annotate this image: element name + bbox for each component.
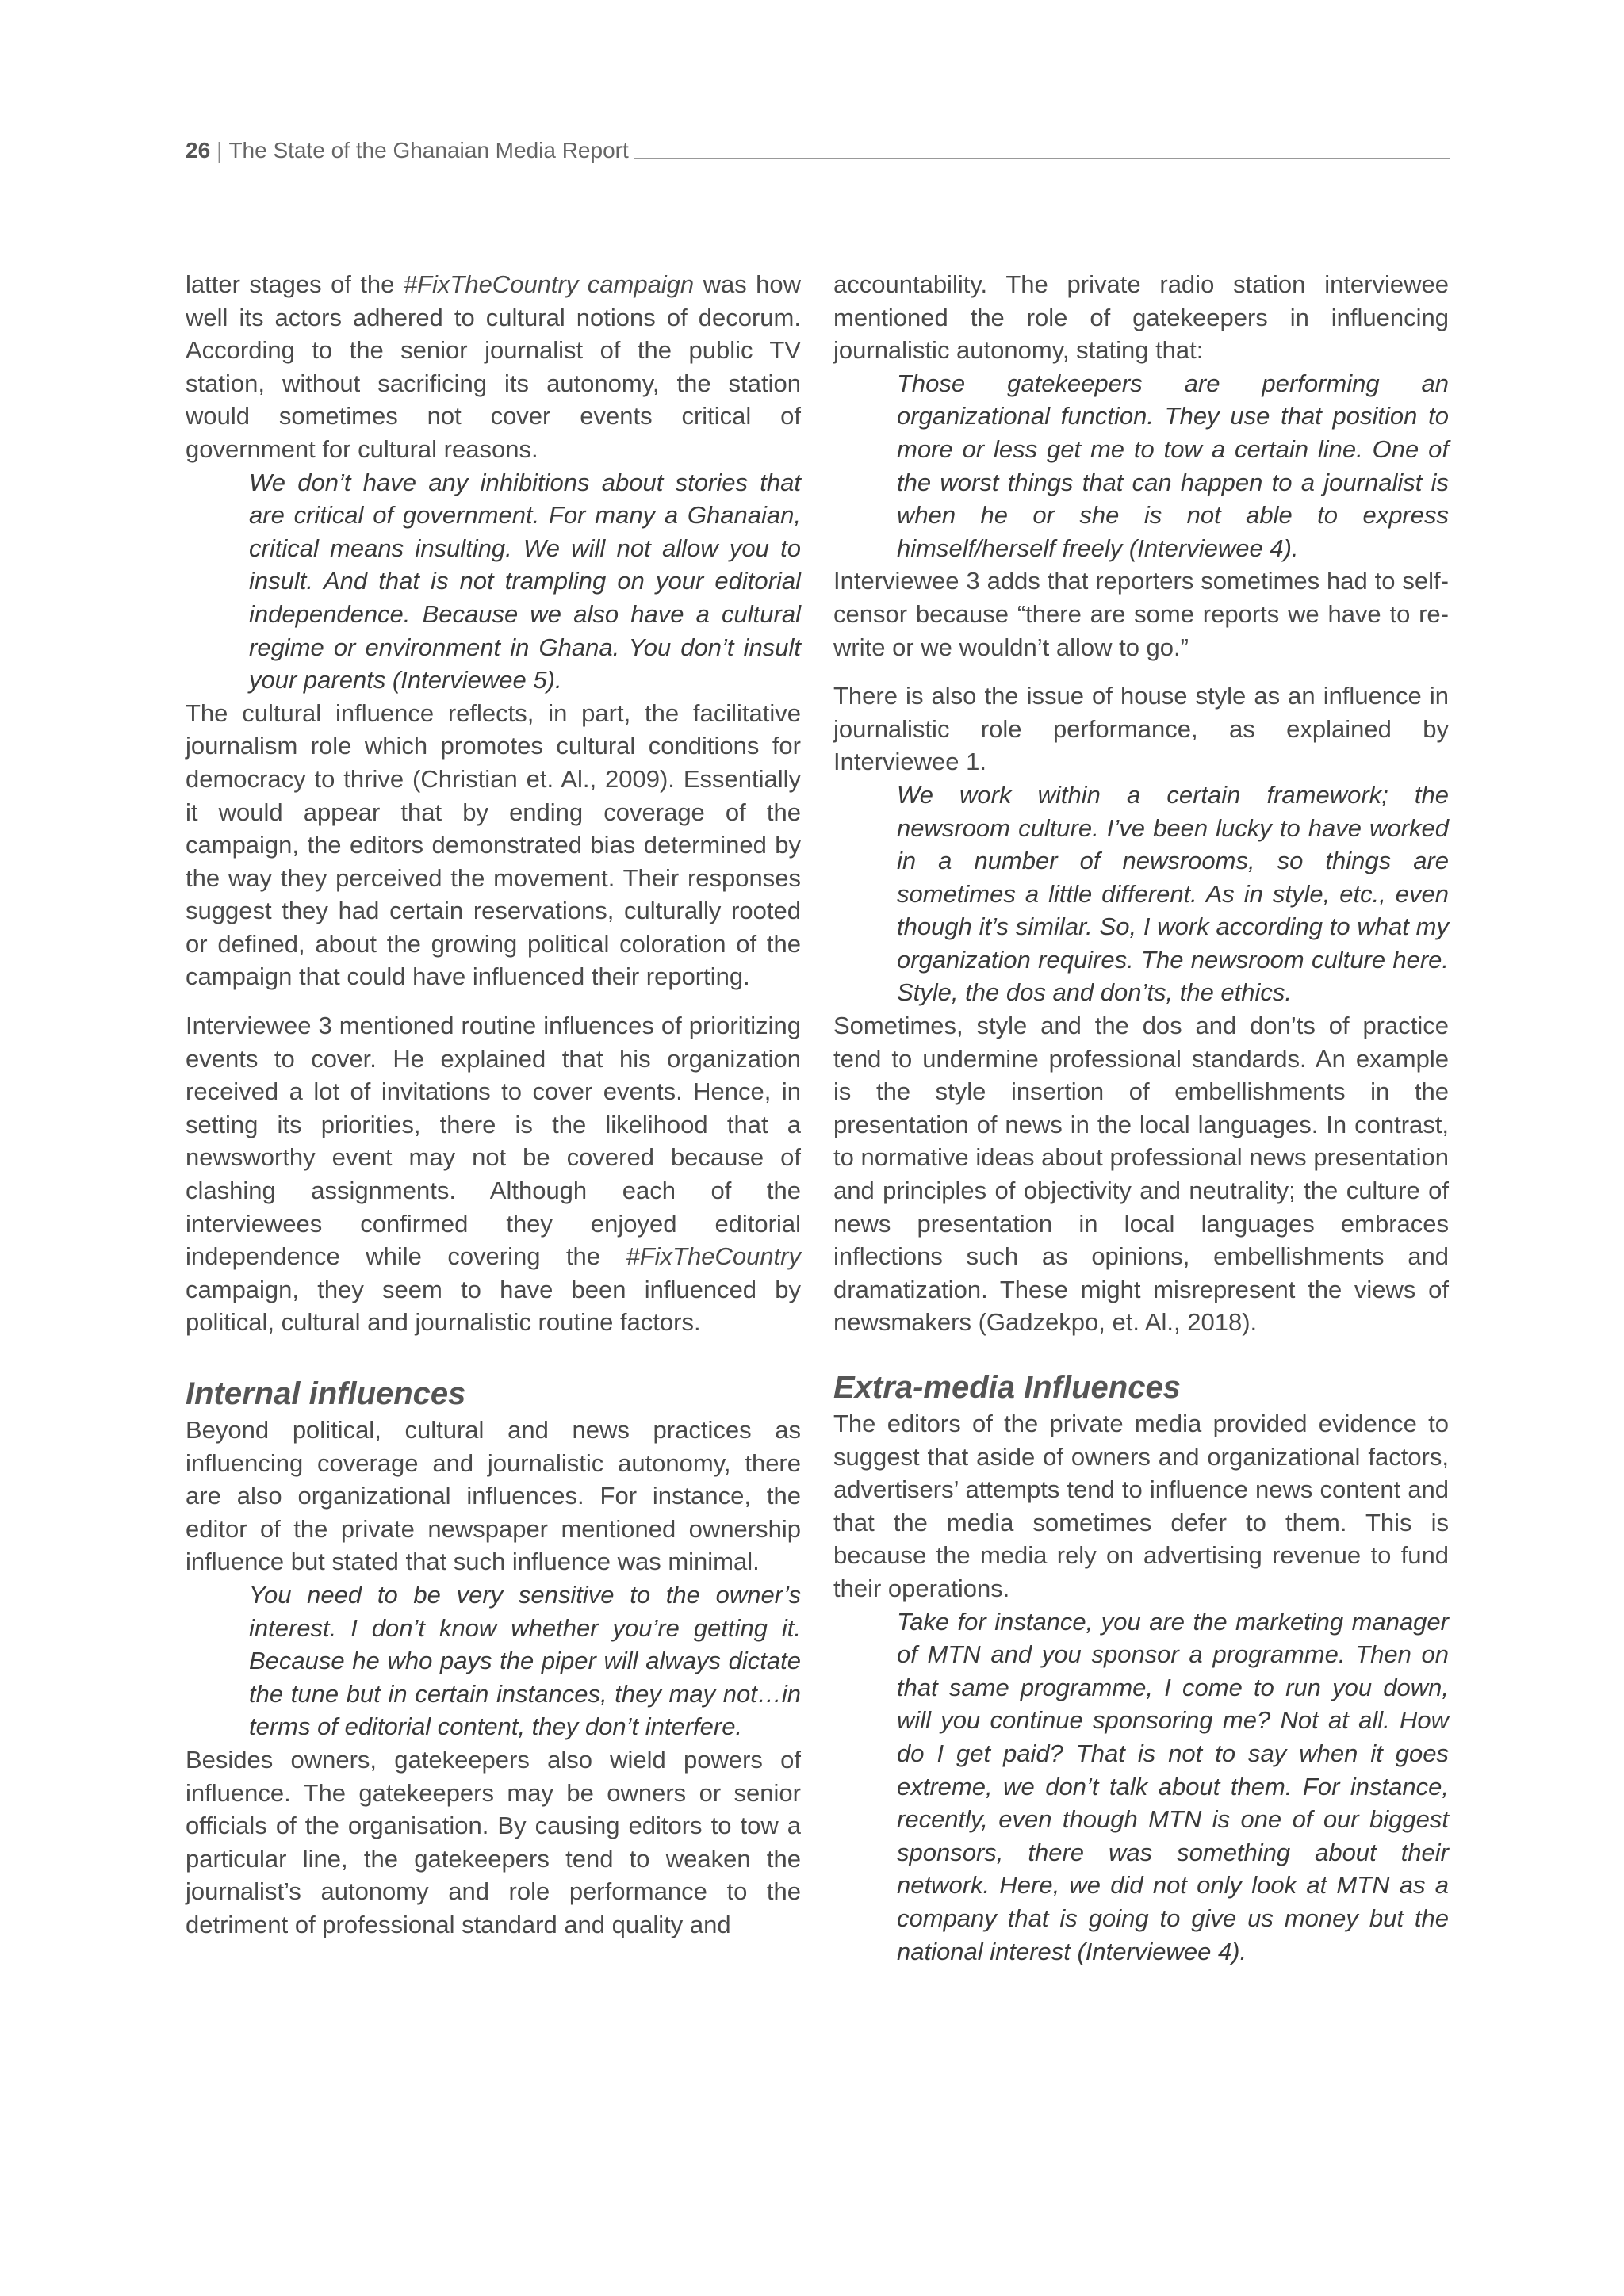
right-column [833, 268, 1449, 1968]
paragraph: accountability. The private radio station interviewee mentioned the role of gatekeepers in influencing journalistic autonomy, stating that: [833, 270, 1449, 365]
paragraph: There is also the issue of house style as an influence in journalistic role performance, as explained by Interviewee 1. [833, 682, 1449, 776]
paragraph [186, 268, 801, 466]
section-heading: Extra-media Influences [833, 1370, 1181, 1405]
interview-quote: We don’t have any inhibitions about stories that are critical of government. For many a Ghanaian, critical means insulting. We will not allow you to insult. And that is not trampling on your editorial independence. Because we also have a cultural regime or environment in Ghana. You don’t insult your parents (Interviewee 5). [249, 468, 801, 695]
interview-quote: Take for instance, you are the marketing manager of MTN and you sponsor a programme. Then on that same programme, I come to run you down, will you continue sponsoring me? Not at all. How do I get paid? That is not to say when it goes extreme, we don’t talk about them. For instance, recently, even though MTN is one of our biggest sponsors, there was something about their network. Here, we did not only look at MTN as a company that is going to give us money but the national interest (Interviewee 4). [897, 1607, 1449, 1965]
header-separator: | [216, 138, 223, 163]
paragraph: Besides owners, gatekeepers also wield powers of influence. The gatekeepers may be owners or senior officials of the organisation. By causing editors to tow a particular line, the gatekeepers tend to weaken the journalist’s autonomy and role performance to the detriment of professional standard and quality and [186, 1745, 801, 1938]
paragraph: Beyond political, cultural and news practices as influencing coverage and journalistic autonomy, there are also organizational influences. For instance, the editor of the private newspaper mentioned ownership influence but stated that such influence was minimal. [186, 1416, 801, 1576]
text-run: Interviewee 3 mentioned routine influences of prioritizing events to cover. He explained that his organization received a lot of invitations to cover events. Hence, in setting its priorities, there is the likelihood that a newsworthy event may not be covered because of clashing assignments. Although each of the interviewees confirmed they enjoyed editorial independence while covering the [186, 1012, 801, 1271]
header-rule [634, 158, 1450, 159]
paragraph: The editors of the private media provided evidence to suggest that aside of owners and organizational factors, advertisers’ attempts tend to influence news content and that the media sometimes defer to them. This is because the media rely on advertising revenue to fund their operations. [833, 1410, 1449, 1602]
paragraph: Interviewee 3 adds that reporters sometimes had to self-censor because “there are some reports we have to re-write or we wouldn’t allow to go.” [833, 567, 1449, 661]
left-column [186, 268, 801, 1942]
page-header [186, 135, 1450, 166]
interview-quote: We work within a certain framework; the newsroom culture. I’ve been lucky to have worked in a number of newsrooms, so things are sometimes a little different. As in style, etc., even though it’s similar. So, I work according to what my organization requires. The newsroom culture here. Style, the dos and don’ts, the ethics. [897, 780, 1449, 1007]
interview-quote: Those gatekeepers are performing an organizational function. They use that position to more or less get me to tow a certain line. One of the worst things that can happen to a journalist is when he or she is not able to express himself/herself freely (Interviewee 4). [897, 369, 1449, 562]
report-title: The State of the Ghanaian Media Report [228, 138, 629, 163]
interview-quote: You need to be very sensitive to the owner’s interest. I don’t know whether you’re getting it. Because he who pays the piper will always dictate the tune but in certain instances, they may not…in terms of editorial content, they don’t interfere. [249, 1580, 801, 1741]
hashtag-emphasis: #FixTheCountry [626, 1242, 801, 1271]
section-heading: Internal influences [186, 1376, 466, 1411]
text-run: campaign, they seem to have been influenced by political, cultural and journalistic routine factors. [186, 1275, 801, 1337]
paragraph [186, 1009, 801, 1339]
paragraph: The cultural influence reflects, in part, the facilitative journalism role which promotes cultural conditions for democracy to thrive (Christian et. Al., 2009). Essentially it would appear that by ending coverage of the campaign, the editors demonstrated bias determined by the way they perceived the movement. Their responses suggest they had certain reservations, culturally rooted or defined, about the growing political coloration of the campaign that could have influenced their reporting. [186, 698, 801, 991]
text-run: latter stages of the [186, 270, 404, 298]
hashtag-emphasis: #FixTheCountry campaign [403, 270, 695, 298]
paragraph: Sometimes, style and the dos and don’ts of practice tend to undermine professional standards. An example is the style insertion of embellishments in the presentation of news in the local languages. In contrast, to normative ideas about professional news presentation and principles of objectivity and neutrality; the culture of news presentation in local languages embraces inflections such as opinions, embellishments and dramatization. These might misrepresent the views of newsmakers (Gadzekpo, et. Al., 2018). [833, 1012, 1449, 1337]
text-run: was how well its actors adhered to cultural notions of decorum. According to the senior journalist of the public TV station, without sacrificing its autonomy, the station would sometimes not cover events critical of government for cultural reasons. [186, 270, 801, 463]
page-number: 26 [186, 138, 211, 163]
